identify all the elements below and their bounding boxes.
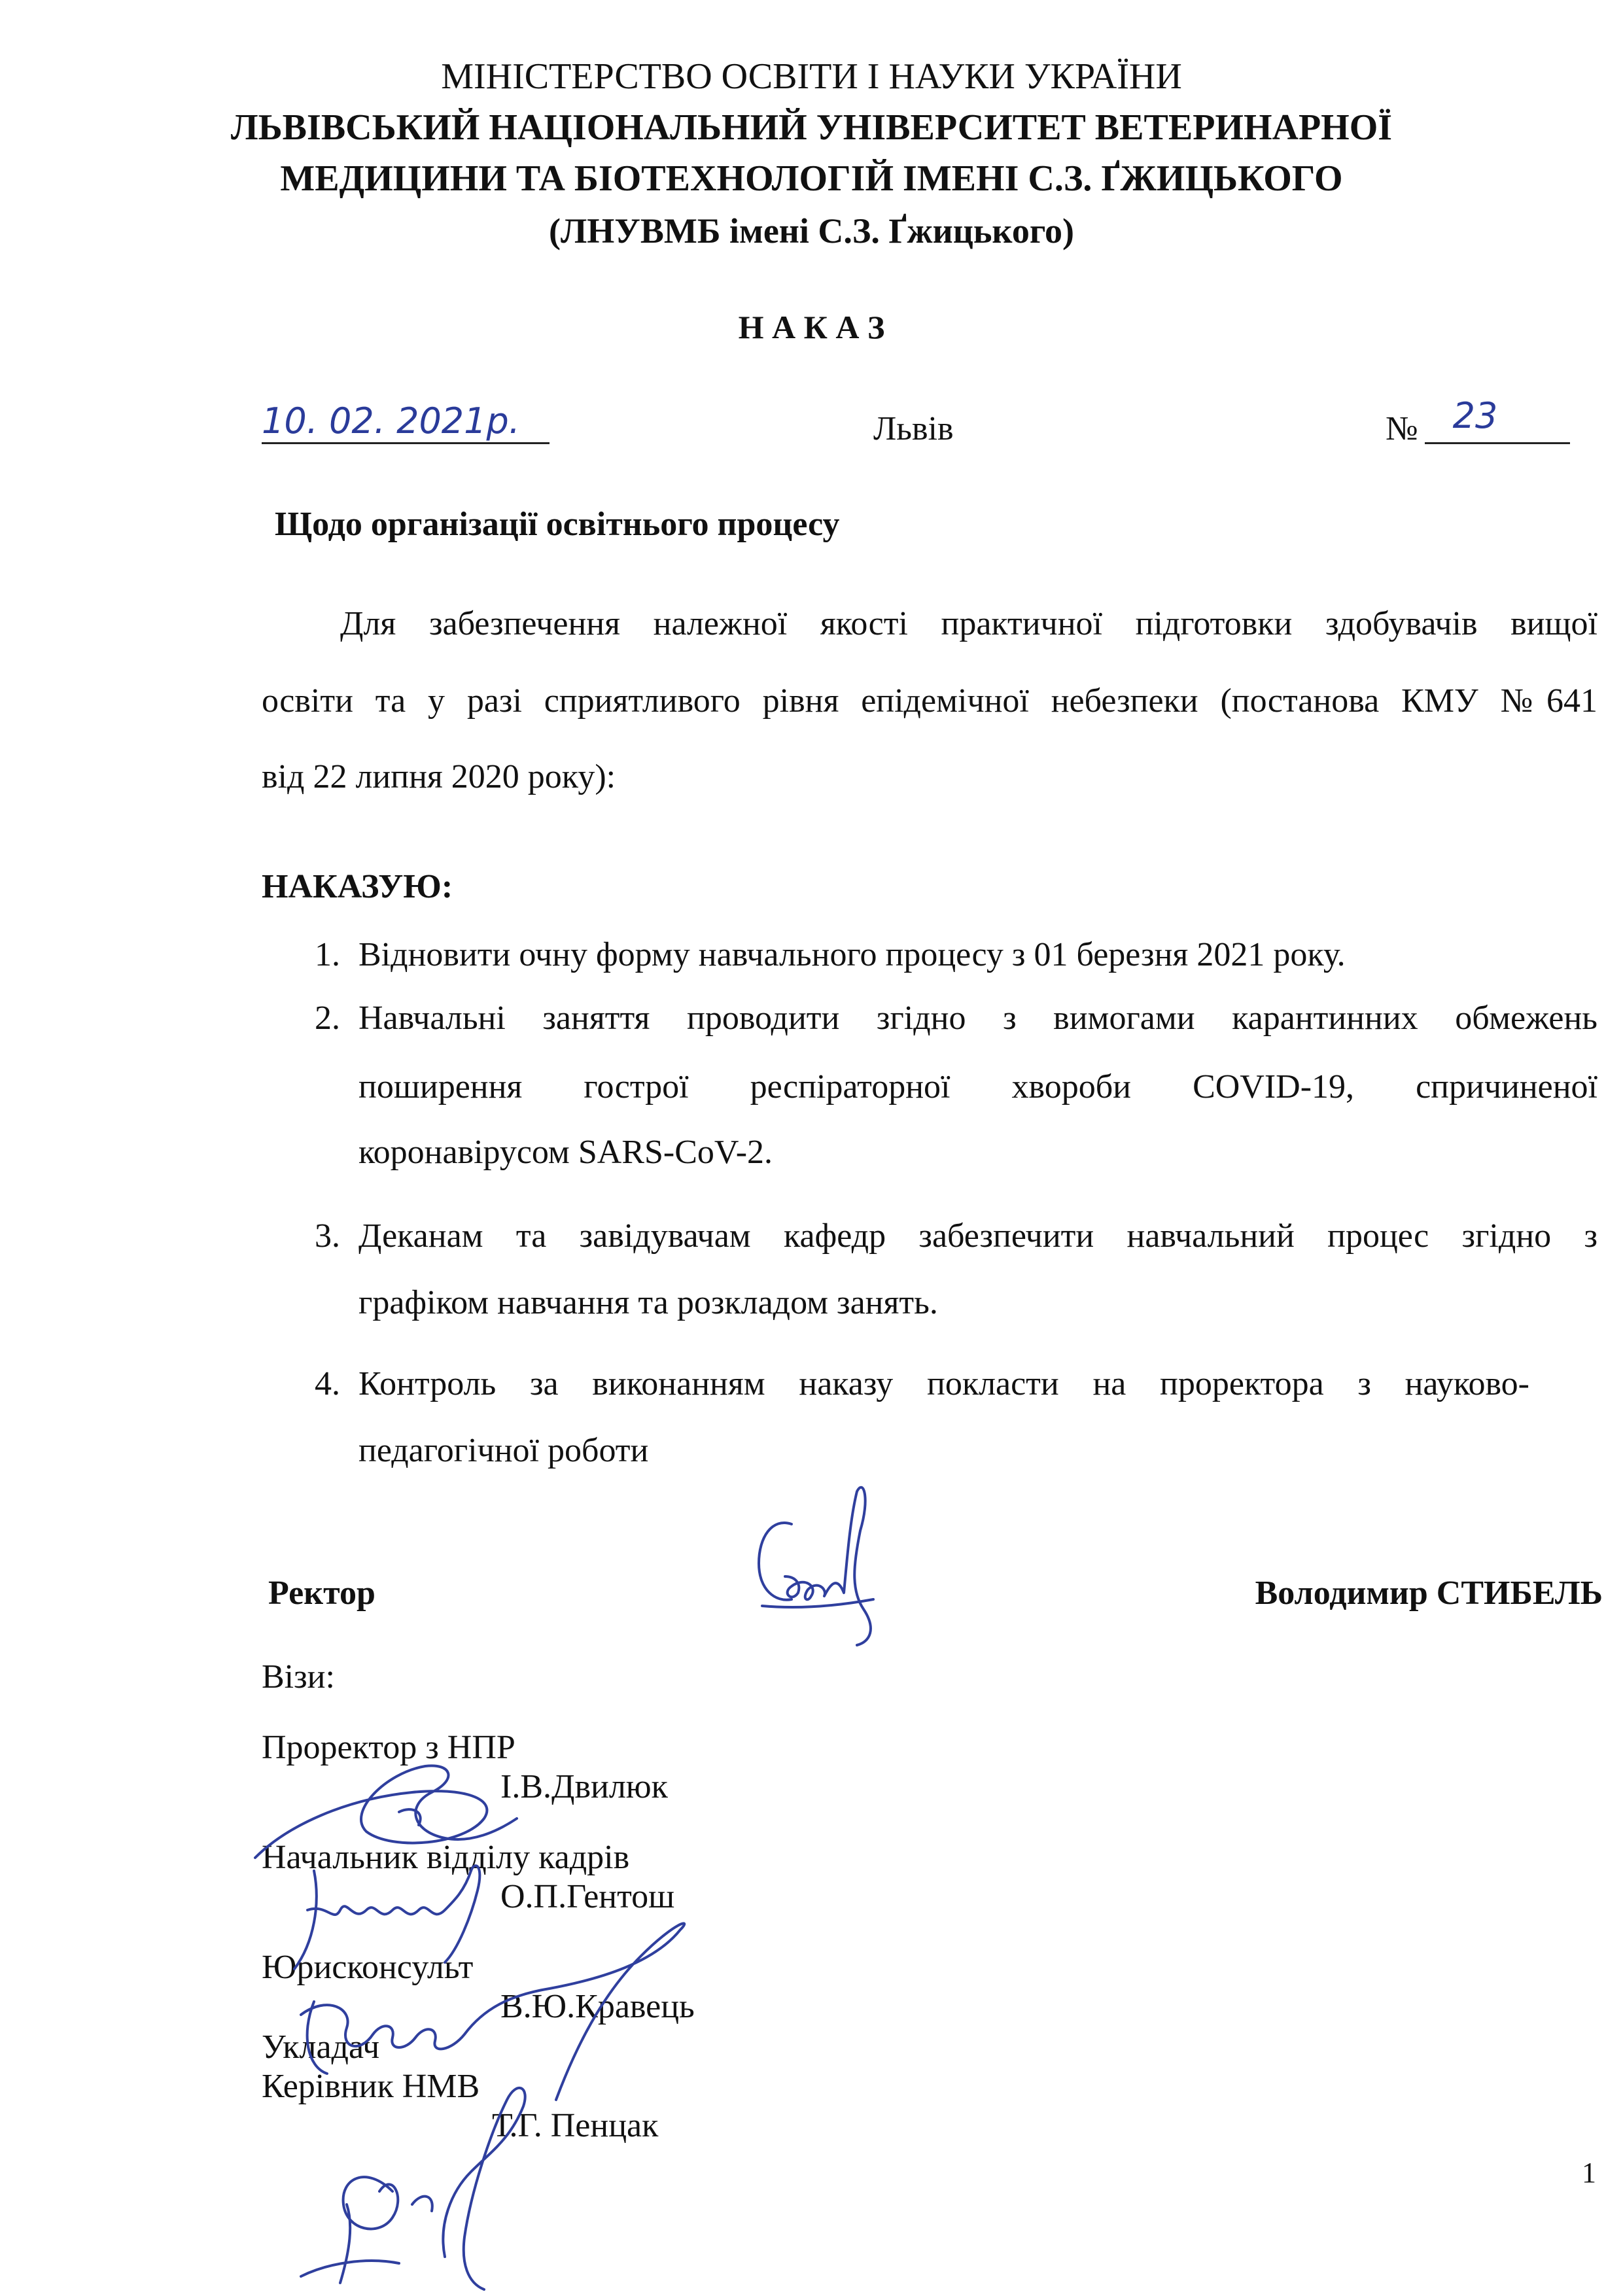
- compiler-name: Т.Г. Пенцак: [492, 2107, 659, 2144]
- order-title: Н А К А З: [738, 309, 885, 345]
- order-date: 10. 02. 2021р.: [262, 400, 520, 442]
- visas-heading: Візи:: [262, 1658, 335, 1696]
- item-2-line-2: поширення гострої респіраторної хвороби COVID-19, спричиненої: [358, 1068, 1597, 1105]
- hr-head-name: О.П.Гентош: [500, 1878, 675, 1915]
- hr-head-title: Начальник відділу кадрів: [262, 1839, 630, 1876]
- order-subject: Щодо організації освітнього процесу: [275, 506, 840, 543]
- compiler-signature-icon: [249, 2041, 550, 2296]
- item-2-line-1: Навчальні заняття проводити згідно з вимогами карантинних обмежень: [358, 1000, 1597, 1037]
- preamble-line-3: від 22 липня 2020 року):: [262, 758, 616, 795]
- compiler-title: Укладач: [262, 2028, 380, 2066]
- decree-heading: НАКАЗУЮ:: [262, 868, 453, 905]
- item-2-line-3: коронавірусом SARS-CoV-2.: [358, 1134, 773, 1171]
- item-1-number: 1.: [315, 936, 340, 973]
- lawyer-name: В.Ю.Кравець: [500, 1988, 695, 2025]
- order-city: Львів: [873, 410, 954, 447]
- university-short-name: (ЛНУВМБ імені С.З. Ґжицького): [549, 211, 1074, 251]
- number-underline: [1425, 442, 1570, 444]
- item-4-line-2: педагогічної роботи: [358, 1432, 649, 1469]
- date-underline: [262, 442, 550, 444]
- item-4-number: 4.: [315, 1365, 340, 1402]
- university-name-line2: МЕДИЦИНИ ТА БІОТЕХНОЛОГІЙ ІМЕНІ С.З. ҐЖИЦЬКОГО: [280, 158, 1343, 199]
- order-number: 23: [1452, 395, 1498, 436]
- item-3-line-2: графіком навчання та розкладом занять.: [358, 1284, 938, 1321]
- item-1-line-1: Відновити очну форму навчального процесу з 01 березня 2021 року.: [358, 936, 1346, 973]
- preamble-line-2: освіти та у разі сприятливого рівня епідемічної небезпеки (постанова КМУ №641: [262, 682, 1597, 720]
- order-number-label: №: [1386, 410, 1418, 447]
- lawyer-title: Юрисконсульт: [262, 1949, 474, 1986]
- preamble-line-1: Для забезпечення належної якості практичної підготовки здобувачів вищої: [340, 605, 1597, 642]
- signatory-position: Ректор: [268, 1574, 375, 1612]
- signatory-name: Володимир СТИБЕЛЬ: [1255, 1574, 1603, 1612]
- compiler-position: Керівник НМВ: [262, 2068, 480, 2105]
- page-number: 1: [1582, 2157, 1596, 2189]
- item-3-number: 3.: [315, 1217, 340, 1255]
- rector-signature-icon: [746, 1478, 909, 1648]
- item-4-line-1: Контроль за виконанням наказу покласти на проректора з науково-: [358, 1365, 1529, 1402]
- item-3-line-1: Деканам та завідувачам кафедр забезпечити навчальний процес згідно з: [358, 1217, 1597, 1255]
- university-name-line1: ЛЬВІВСЬКИЙ НАЦІОНАЛЬНИЙ УНІВЕРСИТЕТ ВЕТЕРИНАРНОЇ: [230, 107, 1393, 148]
- item-2-number: 2.: [315, 1000, 340, 1037]
- vice-rector-name: І.В.Двилюк: [500, 1768, 668, 1805]
- vice-rector-title: Проректор з НПР: [262, 1729, 515, 1766]
- ministry-title: МІНІСТЕРСТВО ОСВІТИ І НАУКИ УКРАЇНИ: [441, 56, 1182, 97]
